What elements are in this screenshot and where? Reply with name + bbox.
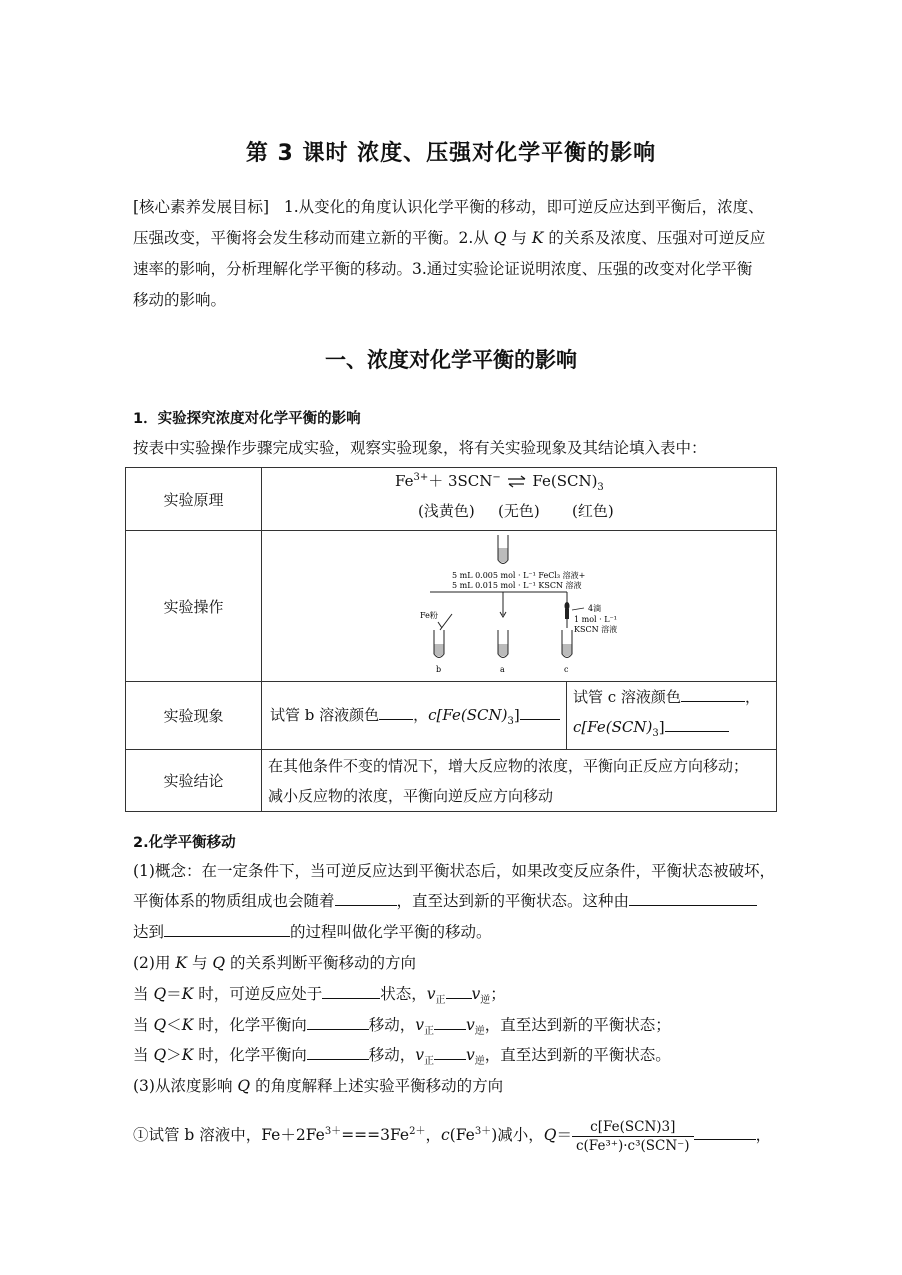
operation-cell	[262, 531, 777, 682]
concept-line-1: (1)概念：在一定条件下，当可逆反应达到平衡状态后，如果改变反应条件，平衡状态被破坏，	[133, 862, 775, 880]
kq-heading: (2)用 K 与 Q 的关系判断平衡移动的方向	[133, 954, 417, 972]
color-label: (红色)	[572, 502, 614, 520]
item2-heading: 2.化学平衡移动	[133, 835, 236, 851]
row-conclusion	[126, 750, 777, 812]
tube-a-label: a	[500, 664, 505, 674]
blank[interactable]	[681, 686, 745, 702]
item1-heading: 1．实验探究浓度对化学平衡的影响	[133, 411, 361, 427]
label-phenomenon: 实验现象	[126, 682, 262, 750]
objectives-line-4: 移动的影响。	[133, 291, 227, 309]
objectives-line-3: 速率的影响，分析理解化学平衡的移动。3.通过实验论证说明浓度、压强的改变对化学平衡	[133, 260, 753, 278]
dropper-icon	[565, 602, 570, 628]
blank[interactable]	[434, 1044, 466, 1060]
q-fraction: $\frac{\text{c[Fe(SCN)3]}}{\text{c(Fe³⁺)·c³(SCN⁻)}}$	[572, 1118, 694, 1155]
principle-cell	[262, 468, 777, 531]
conclusion-cell: 在其他条件不变的情况下，增大反应物的浓度，平衡向正反应方向移动； 减小反应物的浓度，平衡向逆反应方向移动	[262, 750, 777, 812]
observation-b-cell: 试管 b 溶液颜色 ，$c[Fe(SCN)_3]$	[262, 682, 567, 750]
objectives-line-1: [核心素养发展目标] 1.从变化的角度认识化学平衡的移动，即可逆反应达到平衡后，浓度、	[133, 198, 764, 216]
color-label: (无色)	[498, 502, 540, 520]
blank[interactable]	[665, 716, 729, 732]
blank[interactable]	[694, 1124, 756, 1140]
experiment-diagram	[262, 532, 776, 681]
row-phenomenon	[126, 682, 777, 750]
diagram-label-top1: 5 mL 0.005 mol · L⁻¹ FeCl₃ 溶液+	[452, 570, 586, 580]
concept-line-2: 平衡体系的物质组成也会随着 ，直至达到新的平衡状态。这种由	[133, 886, 757, 917]
reaction-equation: $Fe^{3+}+ 3SCN^-$ $Fe(SCN)_3$	[395, 472, 604, 493]
label-conclusion: 实验结论	[126, 750, 262, 812]
label-operation: 实验操作	[126, 531, 262, 682]
blank[interactable]	[164, 921, 290, 937]
tube-c-label: c	[564, 664, 569, 674]
rule-q-eq-k: 当 Q＝K 时，可逆反应处于 状态，$v_正$ $v_逆$；	[133, 985, 506, 1007]
blank[interactable]	[307, 1014, 369, 1030]
test-tube-top-icon	[498, 535, 508, 564]
color-label: (浅黄色)	[418, 502, 475, 520]
test-tube-c-icon	[562, 630, 572, 658]
blank[interactable]	[322, 983, 380, 999]
blank[interactable]	[307, 1044, 369, 1060]
objectives-label: [核心素养发展目标]	[133, 198, 270, 216]
explain-line-1: ①试管 b 溶液中，$Fe+2Fe^{3+}===3Fe^{2+}$，$c(Fe^{3+})$减小，Q＝ $\frac{\text{c[Fe(SCN)3]}}{\text{c(Fe³⁺)·c³(SCN⁻)}}$ ，	[133, 1118, 772, 1154]
blank[interactable]	[520, 704, 560, 720]
test-tube-b-icon	[434, 630, 444, 658]
tube-b-label: b	[436, 664, 442, 674]
experiment-table	[125, 467, 777, 812]
drops-label2: 1 mol · L⁻¹	[574, 614, 617, 624]
rule-q-lt-k: 当 Q＜K 时，化学平衡向 移动，$v_正$ $v_逆$，直至达到新的平衡状态；	[133, 1016, 671, 1038]
section-title: 一、浓度对化学平衡的影响	[325, 348, 577, 372]
drops-label1: 4滴	[588, 603, 602, 613]
observation-c-cell: 试管 c 溶液颜色 ， $c[Fe(SCN)_3]$	[567, 682, 777, 750]
fe-powder-label: Fe粉	[420, 610, 438, 620]
label-principle: 实验原理	[126, 468, 262, 531]
row-principle	[126, 468, 777, 531]
blank[interactable]	[335, 890, 397, 906]
test-tube-a-icon	[498, 630, 508, 658]
diagram-label-top2: 5 mL 0.015 mol · L⁻¹ KSCN 溶液	[452, 580, 582, 590]
rule-q-gt-k: 当 Q＞K 时，化学平衡向 移动，$v_正$ $v_逆$，直至达到新的平衡状态。	[133, 1046, 671, 1068]
explain-heading: (3)从浓度影响 Q 的角度解释上述实验平衡移动的方向	[133, 1077, 504, 1095]
blank[interactable]	[379, 704, 413, 720]
row-operation	[126, 531, 777, 682]
drops-label3: KSCN 溶液	[574, 624, 618, 634]
blank[interactable]	[434, 1014, 466, 1030]
item1-intro: 按表中实验操作步骤完成实验，观察实验现象，将有关实验现象及其结论填入表中：	[133, 439, 707, 457]
blank[interactable]	[446, 983, 472, 999]
equilibrium-arrow-icon	[506, 475, 528, 489]
concept-line-3: 达到 的过程叫做化学平衡的移动。	[133, 923, 492, 941]
page-title: 第 3 课时 浓度、压强对化学平衡的影响	[245, 141, 657, 166]
blank[interactable]	[629, 890, 757, 906]
objectives-line-2: 压强改变，平衡将会发生移动而建立新的平衡。2.从 Q 与 K 的关系及浓度、压强对可逆反应	[133, 229, 766, 247]
